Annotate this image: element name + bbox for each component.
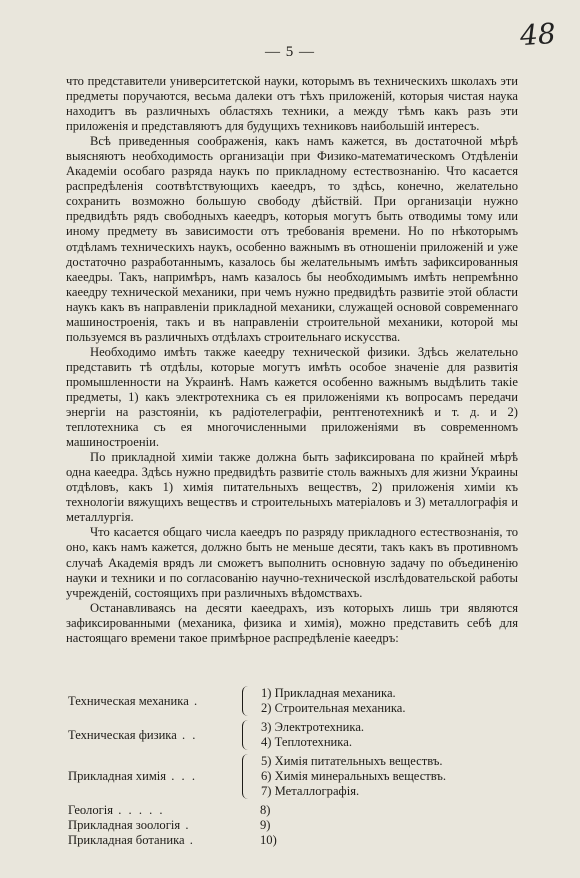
single-number: 10) [260,833,277,848]
paragraph-5: Что касается общаго числа каеедръ по разряду прикладного естествознанія, то оно, какъ намъ кажется, должно быть не меньше десяти, такъ какъ въ противномъ случаѣ Академія врядъ ли сможетъ выполнить основную задачу по объединенію науки и техники и по согласованію научно-технической изслѣдовательской работы учрежденій, состоящихъ при различныхъ вѣдомствахъ. [66,525,518,600]
paragraph-2: Всѣ приведенныя соображенія, какъ намъ кажется, въ достаточной мѣрѣ выясняютъ необходимость организаціи при Физико-математическомъ Отдѣленіи Академіи особаго разряда наукъ по прикладному естествознанію. Что касается распредѣленія соотвѣтствующихъ каеедръ, то здѣсь, конечно, желательно сохранить возможно большую свободу дѣйствій. При организаціи нужно предвидѣть рядъ свободныхъ каеедръ, которыя могутъ быть отводимы тому или иному предмету въ зависимости отъ требованія времени. Но по нѣкоторымъ отдѣламъ техническихъ наукъ, особенно важнымъ въ отношеніи приложеній и уже достаточно разработаннымъ, казалось бы желательнымъ имѣть зафиксированныя каеедры. Такъ, напримѣръ, намъ казалось бы необходимымъ имѣть непремѣнно каеедру технической механики, при чемъ нужно предвидѣть развитіе этой области наукъ какъ въ направленіи прикладной механики, служащей основой современнаго машиностроенія, такъ и въ направленіи строительной механики, которой мы пользуемся въ различныхъ отдѣлахъ строительнаго искусства. [66,134,518,344]
department-list [68,686,498,848]
list-item: 6) Химія минеральныхъ веществъ. [261,769,447,784]
list-item: 1) Прикладная механика. [261,686,396,700]
single-number: 9) [260,818,271,833]
department-group-mechanics [68,686,498,716]
single-label: Прикладная зоологія [68,818,181,833]
group-label: Прикладная химія [68,769,167,784]
paragraph-6: Останавливаясь на десяти каеедрахъ, изъ которыхъ лишь три являются зафиксированными (механика, физика и химія), можно представить себѣ для настоящаго времени такое примѣрное распредѣленіе каеедръ: [66,600,518,645]
body-text [66,74,518,646]
list-item: 2) Строительная механика. [261,701,406,716]
leader-dots: . [188,693,200,708]
department-group-physics [68,720,498,750]
paragraph-4: По прикладной химіи также должна быть зафиксирована по крайней мѣрѣ одна каеедра. Здѣсь нужно предвидѣть развитіе столь важныхъ для жизни Украины отдѣловъ, какъ 1) химія питательныхъ веществъ, 2) приложенія химіи къ технологіи вяжущихъ веществъ и строительныхъ матеріаловъ и 3) металлографія и металлургія. [66,450,518,525]
department-zoology [68,818,498,833]
brace [242,754,255,799]
department-geology [68,803,498,818]
leader-dots: . [184,833,195,848]
handwritten-page-mark: 48 [518,16,557,53]
single-number: 8) [260,803,271,818]
leader-dots: . . . [166,769,197,784]
department-botany [68,833,498,848]
single-label: Геологія [68,803,114,818]
list-item: 3) Электротехника. [261,720,365,735]
single-label: Прикладная ботаника [68,833,185,848]
brace [242,686,255,716]
list-item: 5) Химія питательныхъ веществъ. [261,754,443,769]
leader-dots: . . [176,727,198,742]
brace [242,720,255,750]
paragraph-1: что представители университетской науки, которымъ въ техническихъ школахъ эти предметы поручаются, весьма далеки отъ тѣхъ приложеній, которыя чистая наука находитъ въ различныхъ областяхъ техники, а между тѣмъ какъ разъ эти приложенія и представляютъ для будущихъ техниковъ наибольшій интересъ. [66,74,518,134]
leader-dots: . . . . . [113,803,165,818]
page-number: — 5 — [265,44,315,60]
leader-dots: . [180,818,191,833]
paragraph-3: Необходимо имѣть также каеедру технической физики. Здѣсь желательно представить тѣ отдѣлы, которые могутъ имѣть особое значеніе для развитія промышленности на Украинѣ. Намъ кажется особенно важнымъ выдѣлить такіе предметы, 1) какъ электротехника съ ея приложеніями къ вопросамъ передачи энергіи на разстояніи, къ радіотелеграфіи, рентгенотехникѣ и т. д. и 2) теплотехника съ ея многочисленными приложеніями въ современномъ машиностроеніи. [66,344,518,450]
department-group-chemistry [68,754,498,799]
group-label: Техническая механика [68,693,189,708]
group-label: Техническая физика [68,727,177,742]
list-item: 7) Металлографія. [261,784,360,799]
list-item: 4) Теплотехника. [261,735,352,750]
